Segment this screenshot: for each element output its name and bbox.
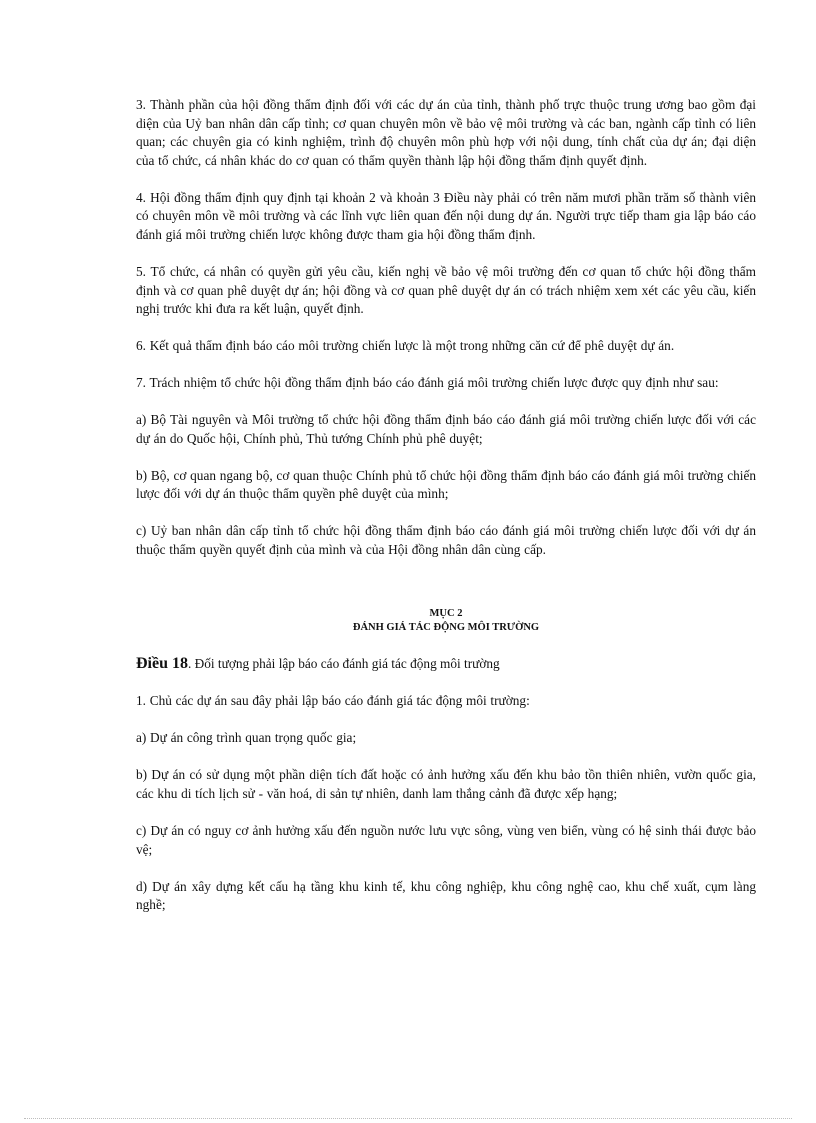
paragraph-clause-7c: c) Uỷ ban nhân dân cấp tỉnh tổ chức hội đồng thẩm định báo cáo đánh giá môi trường chiến lược đối với dự án thuộc thẩm quyền quyết định của mình và của Hội đồng nhân dân cùng cấp. — [136, 523, 756, 557]
article-label: Điều 18 — [136, 655, 188, 673]
paragraph-article-18-clause-1d: d) Dự án xây dựng kết cấu hạ tầng khu kinh tế, khu công nghiệp, khu công nghệ cao, khu chế xuất, cụm làng nghề; — [136, 878, 756, 913]
paragraph-article-18-clause-1c: c) Dự án có nguy cơ ảnh hưởng xấu đến nguồn nước lưu vực sông, vùng ven biển, vùng có hệ sinh thái được bảo vệ; — [136, 822, 756, 857]
article-heading — [136, 655, 756, 674]
page-bottom-divider — [24, 1118, 792, 1119]
article-title: . Đối tượng phải lập báo cáo đánh giá tác động môi trường — [188, 656, 500, 672]
paragraph-clause-4: 4. Hội đồng thẩm định quy định tại khoản 2 và khoản 3 Điều này phải có trên năm mươi phần trăm số thành viên có chuyên môn về môi trường và các lĩnh vực liên quan đến nội dung dự án. Người trực tiếp tham gia lập báo cáo đánh giá môi trường chiến lược không được tham gia hội đồng thẩm định. — [136, 189, 756, 242]
paragraph-article-18-clause-1: 1. Chủ các dự án sau đây phải lập báo cáo đánh giá tác động môi trường: — [136, 693, 530, 709]
paragraph-clause-7a: a) Bộ Tài nguyên và Môi trường tổ chức hội đồng thẩm định báo cáo đánh giá môi trường chiến lược đối với các dự án do Quốc hội, Chính phủ, Thủ tướng Chính phủ phê duyệt; — [136, 412, 756, 446]
section-title: ĐÁNH GIÁ TÁC ĐỘNG MÔI TRƯỜNG — [352, 622, 540, 634]
section-label: MỤC 2 — [429, 608, 463, 620]
paragraph-clause-7b: b) Bộ, cơ quan ngang bộ, cơ quan thuộc Chính phủ tổ chức hội đồng thẩm định báo cáo đánh giá môi trường chiến lược đối với dự án thuộc thẩm quyền phê duyệt của mình; — [136, 467, 756, 502]
paragraph-clause-6: 6. Kết quả thẩm định báo cáo môi trường chiến lược là một trong những căn cứ để phê duyệt dự án. — [136, 338, 675, 354]
section-heading — [136, 607, 756, 635]
paragraph-article-18-clause-1b: b) Dự án có sử dụng một phần diện tích đất hoặc có ảnh hưởng xấu đến khu bảo tồn thiên nhiên, vườn quốc gia, các khu di tích lịch sử - văn hoá, di sản tự nhiên, danh lam thắng cảnh đã được xếp hạng; — [136, 767, 756, 801]
paragraph-clause-3: 3. Thành phần của hội đồng thẩm định đối với các dự án của tỉnh, thành phố trực thuộc trung ương bao gồm đại diện của Uỷ ban nhân dân cấp tỉnh; cơ quan chuyên môn về bảo vệ môi trường và các ban, ngành cấp tỉnh có liên quan; các chuyên gia có kinh nghiệm, trình độ chuyên môn phù hợp với nội dung, tính chất của dự án; đại diện của tổ chức, cá nhân khác do cơ quan có thẩm quyền thành lập hội đồng thẩm định quyết định. — [136, 97, 756, 168]
paragraph-clause-5: 5. Tổ chức, cá nhân có quyền gửi yêu cầu, kiến nghị về bảo vệ môi trường đến cơ quan tổ chức hội đồng thẩm định và cơ quan phê duyệt dự án; hội đồng và cơ quan phê duyệt dự án có trách nhiệm xem xét các yêu cầu, kiến nghị trước khi đưa ra kết luận, quyết định. — [136, 263, 756, 317]
document-body — [136, 96, 756, 933]
paragraph-article-18-clause-1a: a) Dự án công trình quan trọng quốc gia; — [136, 730, 357, 746]
paragraph-clause-7: 7. Trách nhiệm tổ chức hội đồng thẩm định báo cáo đánh giá môi trường chiến lược được quy định như sau: — [136, 375, 719, 391]
